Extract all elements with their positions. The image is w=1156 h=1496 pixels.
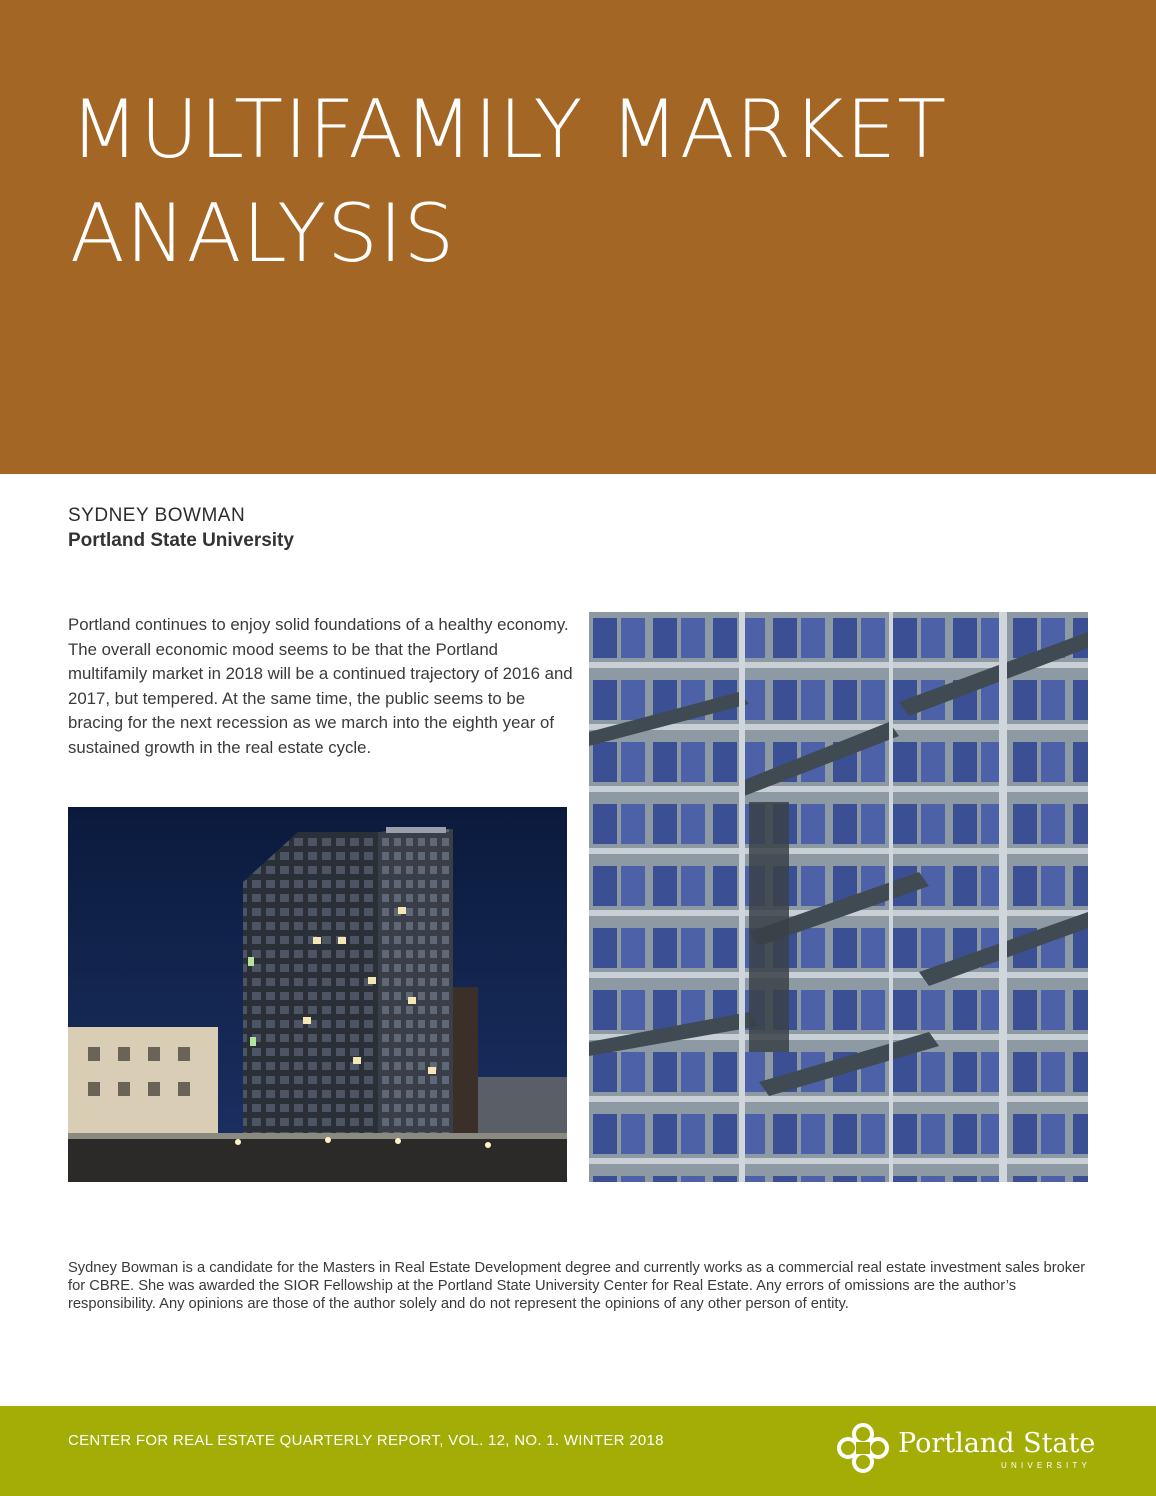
university-name: Portland State <box>898 1428 1096 1459</box>
page-title-line-2: ANALYSIS <box>70 187 456 280</box>
report-citation: CENTER FOR REAL ESTATE QUARTERLY REPORT, VOL. 12, NO. 1. WINTER 2018 <box>68 1432 664 1449</box>
page-title <box>70 78 1090 286</box>
author-block <box>68 503 294 553</box>
facade-closeup-photo <box>589 612 1088 1182</box>
author-bio: Sydney Bowman is a candidate for the Masters in Real Estate Development degree and currently works as a commercial real estate investment sales broker for CBRE. She was awarded the SIOR Fellowship at the Portland State University Center for Real Estate. Any errors of omissions are the author’s responsibility. Any opinions are those of the author solely and do not represent the opinions of any other person of entity. <box>68 1260 1086 1312</box>
footer-bar <box>0 1406 1156 1496</box>
title-banner <box>0 0 1156 474</box>
author-name: SYDNEY BOWMAN <box>68 505 246 526</box>
night-tower-photo <box>68 807 567 1182</box>
intro-paragraph: Portland continues to enjoy solid foundations of a healthy economy. The overall economic mood seems to be that the Portland multifamily market in 2018 will be a continued trajectory of 2016 and 2017, but tempered. At the same time, the public seems to be bracing for the next recession as we march into the eighth year of sustained growth in the real estate cycle. <box>68 615 573 757</box>
university-logo <box>836 1418 1106 1478</box>
author-affiliation: Portland State University <box>68 530 294 551</box>
psu-emblem-icon <box>836 1418 890 1478</box>
university-subtitle: UNIVERSITY <box>1001 1461 1092 1470</box>
page-title-line-1: MULTIFAMILY MARKET <box>70 83 948 176</box>
